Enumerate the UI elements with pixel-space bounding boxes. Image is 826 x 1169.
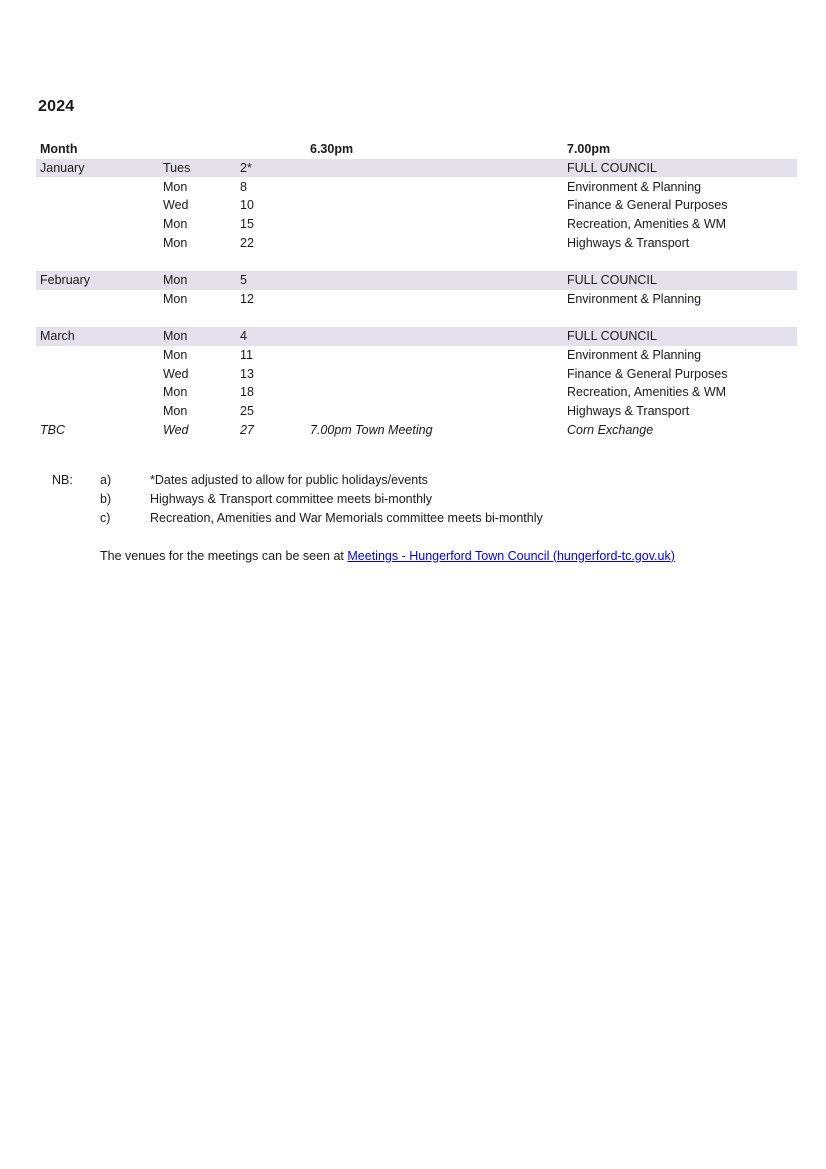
table-row <box>36 402 797 421</box>
header-month: Month <box>40 142 78 157</box>
notes <box>0 470 826 528</box>
header-700pm: 7.00pm <box>567 142 611 157</box>
cell-day: Tues <box>163 161 191 176</box>
cell-700pm: Environment & Planning <box>567 291 702 306</box>
cell-day: Wed <box>163 198 189 213</box>
note-marker: a) <box>100 472 112 487</box>
cell-date: 2* <box>240 161 252 176</box>
section-spacer <box>36 308 797 327</box>
nb-label: NB: <box>52 472 73 487</box>
meeting-table <box>36 140 797 439</box>
table-row <box>36 346 797 365</box>
page-title: 2024 <box>38 98 75 115</box>
cell-date: 13 <box>240 366 254 381</box>
table-row <box>36 290 797 309</box>
table-row <box>36 196 797 215</box>
cell-700pm: FULL COUNCIL <box>567 273 657 288</box>
cell-date: 15 <box>240 217 254 232</box>
cell-date: 4 <box>240 329 247 344</box>
table-body <box>36 159 797 439</box>
cell-date: 18 <box>240 385 254 400</box>
cell-day: Mon <box>163 329 188 344</box>
venues-prefix: The venues for the meetings can be seen at <box>100 548 348 563</box>
table-row <box>36 233 797 252</box>
cell-day: Mon <box>163 291 188 306</box>
cell-700pm: Highways & Transport <box>567 403 690 418</box>
cell-day: Mon <box>163 235 188 250</box>
venues-link[interactable]: Meetings - Hungerford Town Council (hungerford-tc.gov.uk) <box>347 548 675 563</box>
note-text: Recreation, Amenities and War Memorials committee meets bi-monthly <box>150 511 543 526</box>
cell-month: January <box>40 161 85 176</box>
cell-date: 22 <box>240 235 254 250</box>
venues-line <box>100 546 675 565</box>
note-marker: c) <box>100 511 111 526</box>
cell-700pm: Environment & Planning <box>567 347 702 362</box>
note-text: *Dates adjusted to allow for public holidays/events <box>150 472 428 487</box>
table-row <box>36 364 797 383</box>
cell-date: 12 <box>240 291 254 306</box>
cell-day: Mon <box>163 273 188 288</box>
cell-700pm: Finance & General Purposes <box>567 198 728 213</box>
cell-630pm: 7.00pm Town Meeting <box>310 422 433 437</box>
note-text: Highways & Transport committee meets bi-monthly <box>150 491 433 506</box>
cell-700pm: Environment & Planning <box>567 179 702 194</box>
cell-date: 5 <box>240 273 247 288</box>
cell-month: March <box>40 329 75 344</box>
cell-date: 25 <box>240 403 254 418</box>
cell-month: February <box>40 273 91 288</box>
table-row <box>36 420 797 439</box>
cell-700pm: Corn Exchange <box>567 422 654 437</box>
cell-day: Mon <box>163 403 188 418</box>
cell-700pm: FULL COUNCIL <box>567 329 657 344</box>
table-row <box>36 177 797 196</box>
cell-700pm: Highways & Transport <box>567 235 690 250</box>
section-spacer <box>36 252 797 271</box>
cell-day: Mon <box>163 217 188 232</box>
cell-700pm: FULL COUNCIL <box>567 161 657 176</box>
cell-700pm: Recreation, Amenities & WM <box>567 385 727 400</box>
table-row <box>36 271 797 290</box>
table-row <box>36 383 797 402</box>
cell-day: Mon <box>163 347 188 362</box>
note-item <box>0 470 826 489</box>
cell-day: Mon <box>163 179 188 194</box>
cell-date: 27 <box>240 422 254 437</box>
notes-list <box>0 470 826 528</box>
table-header <box>36 140 797 159</box>
cell-date: 8 <box>240 179 247 194</box>
cell-date: 11 <box>240 347 253 362</box>
note-item <box>0 489 826 508</box>
cell-month: TBC <box>40 422 65 437</box>
cell-date: 10 <box>240 198 254 213</box>
table-row <box>36 159 797 178</box>
header-630pm: 6.30pm <box>310 142 354 157</box>
note-item <box>0 509 826 528</box>
note-marker: b) <box>100 491 112 506</box>
cell-700pm: Recreation, Amenities & WM <box>567 217 727 232</box>
cell-day: Wed <box>163 422 189 437</box>
table-row <box>36 215 797 234</box>
table-row <box>36 327 797 346</box>
cell-day: Wed <box>163 366 189 381</box>
cell-day: Mon <box>163 385 188 400</box>
cell-700pm: Finance & General Purposes <box>567 366 728 381</box>
